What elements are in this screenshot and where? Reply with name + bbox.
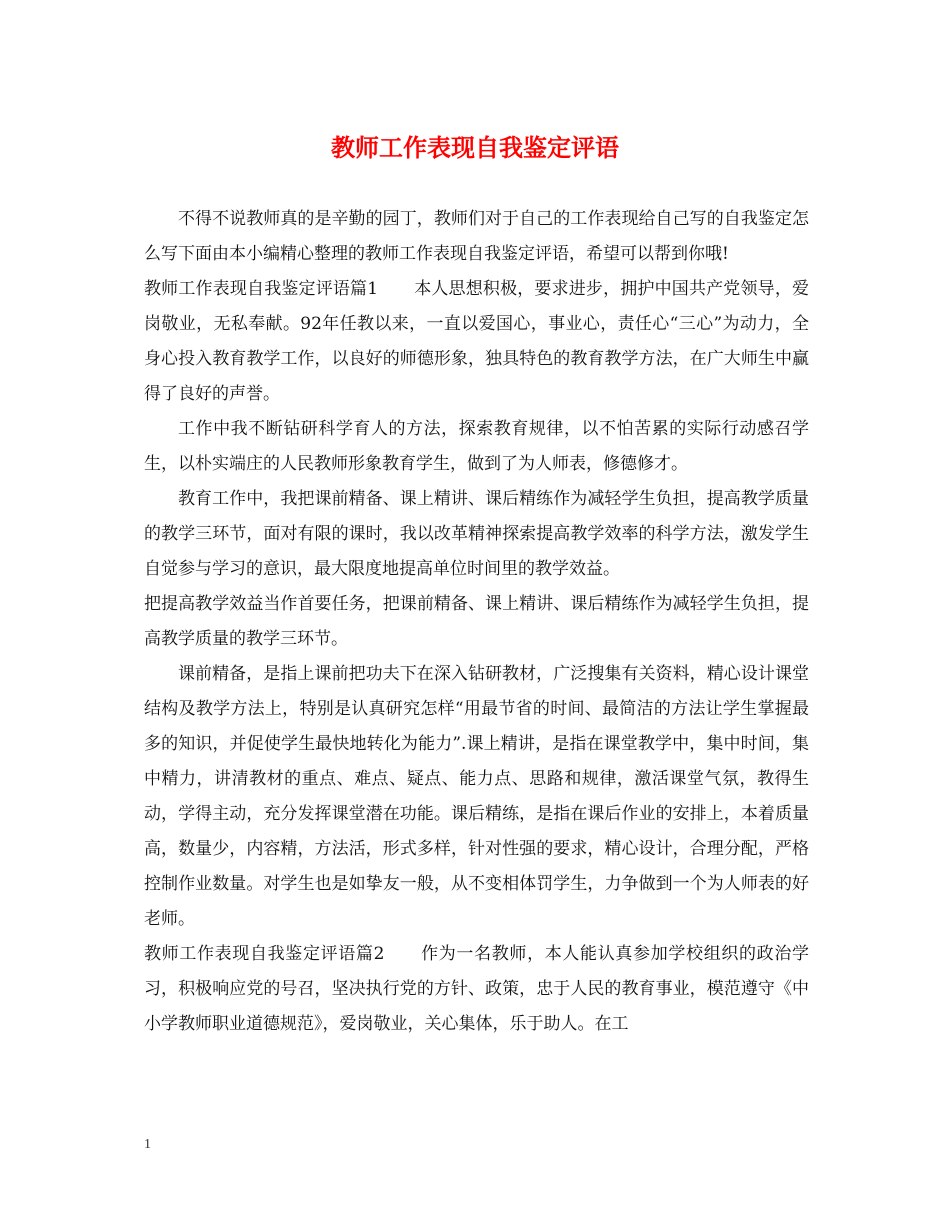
body-paragraph: 教育工作中，我把课前精备、课上精讲、课后精练作为减轻学生负担，提高教学质量的教学三环节，面对有限的课时，我以改革精神探索提高教学效率的科学方法，激发学生自觉参与学习的意识，最大限度地提高单位时间里的教学效益。 xyxy=(144,489,809,579)
document-body xyxy=(144,202,809,1042)
section-1-paragraph xyxy=(144,272,809,412)
section-1-first-text: 本人思想积极，要求进步，拥护中国共产党领导，爱岗敬业，无私奉献。92年任教以来，一直以爱国心，事业心，责任心“三心”为动力，全身心投入教育教学工作，以良好的师德形象，独具特色的教育教学方法，在广大师生中赢得了良好的声誉。 xyxy=(144,279,809,404)
section-1-heading: 教师工作表现自我鉴定评语篇1 xyxy=(144,279,379,299)
document-title: 教师工作表现自我鉴定评语 xyxy=(331,133,619,162)
section-2-first-text: 作为一名教师，本人能认真参加学校组织的政治学习，积极响应党的号召，坚决执行党的方针、政策，忠于人民的教育事业，模范遵守《中小学教师职业道德规范》，爱岗敬业，关心集体，乐于助人。在工 xyxy=(144,944,810,1034)
section-2-paragraph xyxy=(144,937,809,1042)
intro-paragraph: 不得不说教师真的是辛勤的园丁，教师们对于自己的工作表现给自己写的自我鉴定怎么写下面由本小编精心整理的教师工作表现自我鉴定评语，希望可以帮到你哦! xyxy=(144,209,809,264)
section-2-heading: 教师工作表现自我鉴定评语篇2 xyxy=(144,944,385,964)
page-number: 1 xyxy=(144,1137,151,1152)
body-paragraph: 课前精备，是指上课前把功夫下在深入钻研教材，广泛搜集有关资料，精心设计课堂结构及教学方法上，特别是认真研究怎样“用最节省的时间、最简洁的方法让学生掌握最多的知识，并促使学生最快地转化为能力”.课上精讲，是指在课堂教学中，集中时间，集中精力，讲清教材的重点、难点、疑点、能力点、思路和规律，激活课堂气氛，教得生动，学得主动，充分发挥课堂潜在功能。课后精练，是指在课后作业的安排上，本着质量高，数量少，内容精，方法活，形式多样，针对性强的要求，精心设计，合理分配，严格控制作业数量。对学生也是如挚友一般，从不变相体罚学生，力争做到一个为人师表的好老师。 xyxy=(144,664,809,929)
body-paragraph: 工作中我不断钻研科学育人的方法，探索教育规律，以不怕苦累的实际行动感召学生，以朴实端庄的人民教师形象教育学生，做到了为人师表，修德修才。 xyxy=(144,419,809,474)
body-paragraph: 把提高教学效益当作首要任务，把课前精备、课上精讲、课后精练作为减轻学生负担，提高教学质量的教学三环节。 xyxy=(144,594,809,649)
